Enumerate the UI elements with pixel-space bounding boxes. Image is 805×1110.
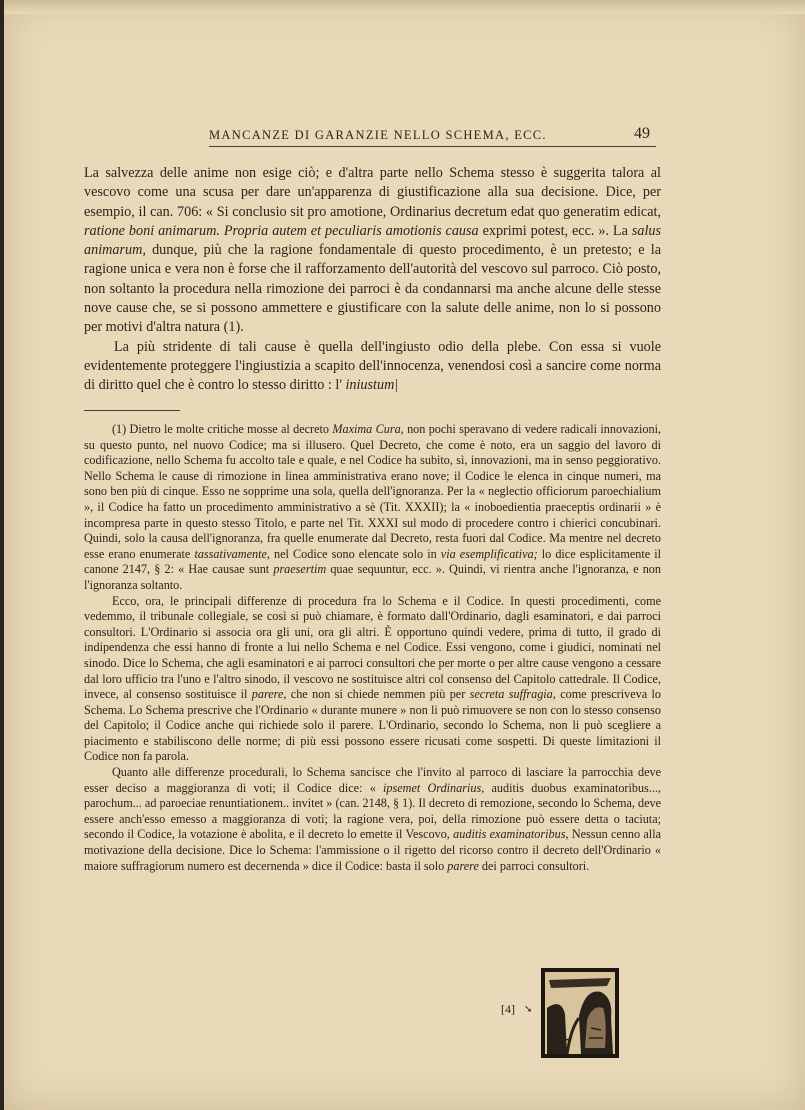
italic-run: praesertim (273, 562, 327, 577)
italic-run: iniustum| (345, 377, 399, 394)
italic-run: ipsemet Ordinarius, (383, 780, 485, 795)
footnote-block (84, 422, 661, 874)
paragraph-2 (84, 338, 661, 396)
text-run: exprimi potest, ecc. ». La (478, 222, 632, 239)
footnote-paragraph-2 (84, 594, 661, 766)
woodcut-vignette-icon (541, 968, 619, 1058)
main-text (84, 164, 661, 396)
footnote-rule (84, 410, 180, 411)
header-rule (209, 146, 656, 147)
text-run: Ecco, ora, le principali differenze di procedura fra lo Schema e il Codice. In questi procedimenti, come vedemmo, il tribunale collegiale, se così si può chiamare, è formato dall'Ordinario, dagli esaminatori, e dai parroci consultori. L'Ordinario si associa ora gli uni, ora gli altri. È opportuno quindi vedere, prima di tutto, il grado di indipendenza che essi hanno di fronte a lui nello Schema e nel Codice. Essi vengono, come i giudici, nominati nel sinodo. Dice lo Schema, che agli esaminatori e ai parroci consultori che per morte o per altre cause vengono a cessare dal loro ufficio tra l'uno e l'altro sinodo, il vescovo ne sostituisce altri col consenso del Capitolo cattedrale. Il Codice, invece, al consenso sostituisce il (84, 593, 661, 702)
text-run: Quanto alle differenze procedurali, lo Schema sancisce che l'invito al parroco di lasciare la parrocchia deve esser deciso a maggioranza di voti; il Codice dice: « (84, 765, 661, 795)
book-page (4, 0, 805, 1110)
text-run: Nessun cenno alla motivazione della decisione. Dice lo Schema: l'ammissione o il rigetto del ricorso contro il decreto dell'Ordinario « maiore suffragiorum numero est decernenda » dice il Codice: basta il solo (84, 827, 661, 873)
italic-run: via esemplificativa; (440, 546, 538, 561)
italic-run: tassativamente, (194, 546, 270, 561)
italic-run: parere (447, 858, 479, 873)
italic-run: parere, (251, 687, 287, 702)
footnote-paragraph-3 (84, 765, 661, 874)
italic-run: salus animarum, (84, 222, 661, 259)
page-number: 49 (634, 125, 650, 142)
text-run: La più stridente di tali cause è quella dell'ingiusto odio della plebe. Con essa si vuole evidentemente proteggere l'ingiustizia a scapito dell'innocenza, venendosi così a sancire come norma di diritto quel che è contro lo stesso diritto : l' (84, 338, 661, 394)
running-header: MANCANZE DI GARANZIE NELLO SCHEMA, ECC. (209, 128, 547, 142)
text-run: che non si chiede nemmen più per (286, 687, 470, 702)
arrow-mark-icon: ➘ (524, 1004, 533, 1015)
text-run: nel Codice sono elencate solo in (269, 546, 441, 561)
italic-run: auditis examinatoribus, (453, 827, 569, 842)
italic-run: ratione boni animarum. Propria autem et peculiaris amotionis causa (84, 222, 479, 239)
text-run: non pochi speravano di vedere radicali innovazioni, su questo punto, nel nuovo Codice; ma si illusero. Quel Decreto, che come è noto, era un saggio del lavoro di codificazione, nello Schema fu accolto tale e quale, e nel Codice ha subito, sì, innovazioni, ma in senso peggiorativo. Nello Schema le cause di rimozione in linea amministrativa erano nove; il Codice le elenca in cinque numeri, ma sono ben più di cinque. Esso ne sopprime una sola, quella dell'ignoranza. Per la « neglectio officiorum paroechialium », il Codice ha fatto un procedimento amministrativo a sè (Tit. XXXII); la « inoboedientia praeceptis ordinarii » è incompresa parte in questo stesso Titolo, e parte nel Tit. XXXI sul modo di procedere contro i chierici concubinari. Quindi, solo la causa dell'ignoranza, fra quelle enumerate dal Decreto, resta fuori dal Codice. Ma mentre nel decreto esse erano enumerate (84, 422, 662, 561)
text-run: (1) Dietro le molte critiche mosse al decreto (112, 422, 333, 436)
italic-run: Maxima Cura, (332, 422, 404, 436)
printer-signature: [4] (501, 1002, 515, 1016)
text-run: auditis duobus examinatoribus..., parochum... ad paroeciae renuntiationem.. invitet » (can. 2148, § 1). Il decreto di remozione, secondo lo Schema, deve essere anch'esso emesso a maggioranza di voti; la ragione vera, poi, della rimozione può essere detta o taciuta; secondo il Codice, la votazione è abolita, e il decreto lo emette il Vescovo, (84, 780, 662, 842)
text-run: quae sequuntur, ecc. ». Quindi, vi rientra anche l'ignoranza, e non l'ignoranza soltanto. (84, 562, 661, 592)
text-run: come prescriveva lo Schema. Lo Schema prescrive che l'Ordinario « durante munere » non li può rimuovere se non con lo stesso consenso del Capitolo; il Codice anche qui richiede solo il parere. L'Ordinario, secondo lo Schema, non li può scegliere a piacimento e stabiliscono delle norme; di più essi possono essere ricusati come sospetti. Di queste limitazioni il Codice non fa parola. (84, 687, 661, 764)
text-run: dei parroci consultori. (478, 858, 590, 873)
paragraph-1 (84, 164, 661, 338)
text-run: lo dice esplicitamente il canone 2147, § 2: « Hae causae sunt (84, 546, 661, 577)
italic-run: secreta suffragia, (469, 687, 556, 702)
footnote-paragraph-1 (84, 422, 661, 594)
page-top-edge (4, 0, 805, 14)
text-run: dunque, più che la ragione fondamentale di questo procedimento, è un pretesto; e la ragione unica e vera non è forse che il rafforzamento dell'autorità del vescovo sul parroco. Ciò posto, non soltanto la procedura nella rimozione dei parroci è da condannarsi ma anche alcune delle stesse nove cause che, se si possono ammettere e giustificare con la salute delle anime, non lo si possono per motivi d'altra natura (1). (84, 242, 661, 336)
text-run: La salvezza delle anime non esige ciò; e d'altra parte nello Schema stesso è suggerita talora al vescovo come una scusa per dare un'apparenza di giustificazione alla sua decisione. Dice, per esempio, il can. 706: « Si conclusio sit pro amotione, Ordinarius decretum edat quo generatim edicat, (84, 165, 661, 220)
